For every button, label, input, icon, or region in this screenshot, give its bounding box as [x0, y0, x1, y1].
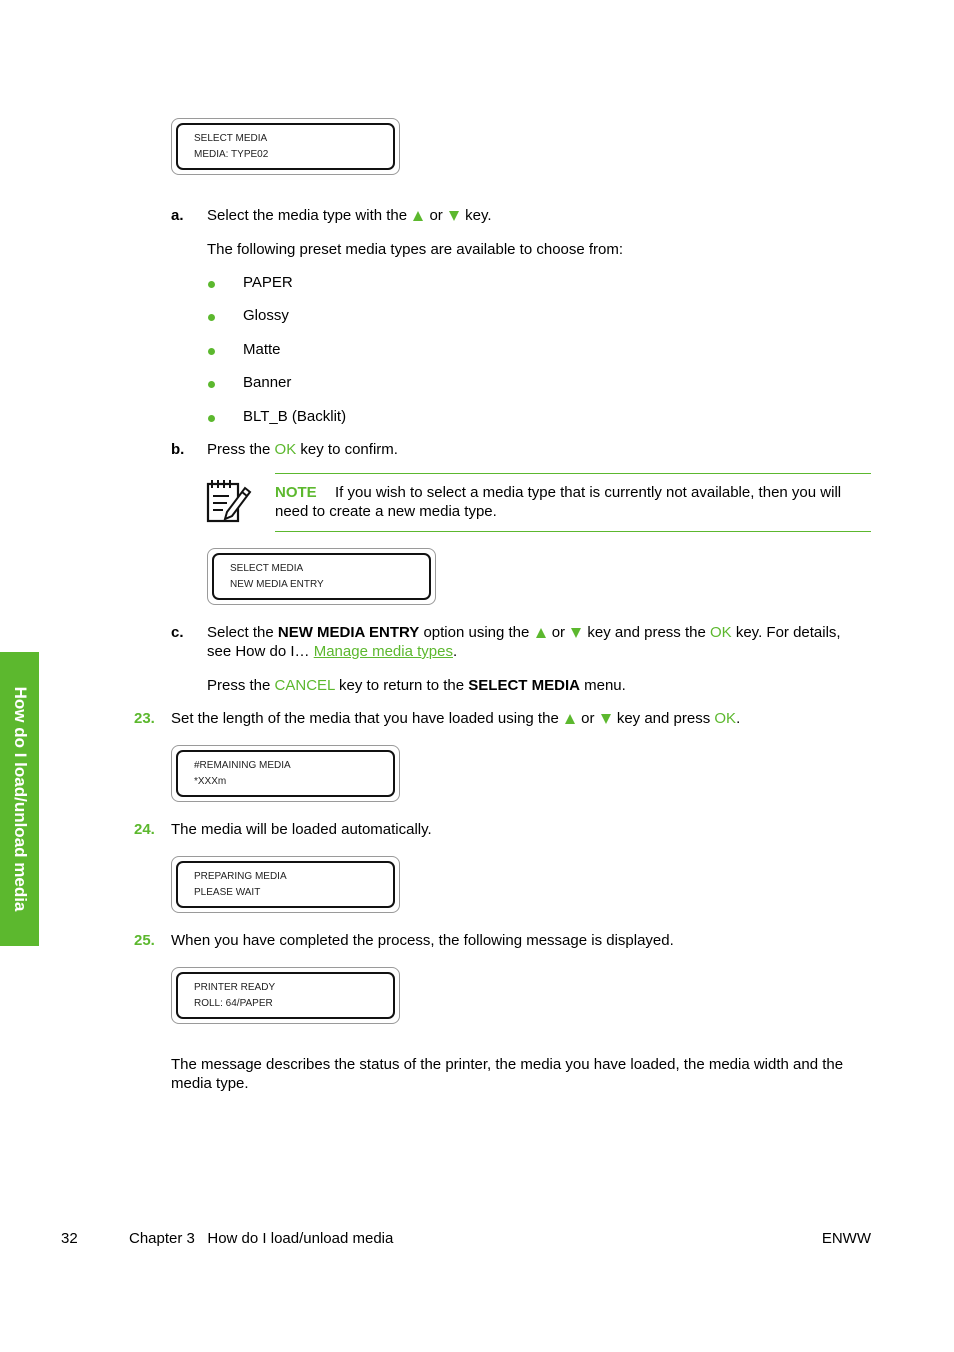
note-top-rule: [275, 473, 871, 474]
bullet-icon: [208, 281, 215, 288]
cancel-key-label: CANCEL: [274, 677, 335, 694]
lcd-line-2: MEDIA: TYPE02: [194, 149, 269, 160]
lcd-display-remaining-media: [171, 745, 400, 802]
step-25-number: 25.: [134, 932, 155, 949]
chapter-side-tab: [0, 652, 39, 946]
lcd-line-2: *XXXm: [194, 776, 227, 787]
step-24-number: 24.: [134, 821, 155, 838]
step-c-line-3: Press the CANCEL key to return to the SELECT MEDIA menu.: [207, 677, 626, 694]
down-arrow-icon: [571, 628, 581, 638]
up-arrow-icon: [565, 714, 575, 724]
media-type-item: BLT_B (Backlit): [243, 408, 347, 425]
lcd-display-printer-ready: [171, 967, 400, 1024]
step-23-text: Set the length of the media that you have loaded using the or key and press OK.: [171, 710, 741, 727]
media-type-item: PAPER: [243, 274, 293, 291]
closing-line-1: The message describes the status of the printer, the media you have loaded, the media width and the: [171, 1056, 844, 1073]
bullet-icon: [208, 348, 215, 355]
lcd-line-2: PLEASE WAIT: [194, 887, 261, 898]
media-type-item: Glossy: [243, 307, 289, 324]
notepad-pencil-icon: [205, 478, 253, 524]
bullet-icon: [208, 381, 215, 388]
down-arrow-icon: [601, 714, 611, 724]
media-type-item: Matte: [243, 341, 281, 358]
bullet-icon: [208, 415, 215, 422]
down-arrow-icon: [449, 211, 459, 221]
manage-media-types-link[interactable]: Manage media types: [313, 643, 453, 660]
chapter-side-tab-label: How do I load/unload media: [10, 686, 30, 912]
lcd-display-preparing-media: [171, 856, 400, 913]
step-a-label: a.: [171, 207, 184, 224]
step-a-text: Select the media type with the or key.: [207, 207, 492, 224]
step-a-intro: The following preset media types are available to choose from:: [207, 241, 624, 258]
ok-key-label: OK: [709, 624, 732, 641]
bullet-icon: [208, 314, 215, 321]
step-25-text: When you have completed the process, the following message is displayed.: [171, 932, 674, 949]
lcd-line-2: ROLL: 64/PAPER: [194, 998, 273, 1009]
footer-right: ENWW: [821, 1230, 871, 1247]
step-23-number: 23.: [134, 710, 155, 727]
closing-line-2: media type.: [171, 1075, 249, 1092]
lcd-line-1: SELECT MEDIA: [194, 133, 268, 144]
lcd-line-2: NEW MEDIA ENTRY: [230, 579, 324, 590]
page-number: 32: [61, 1230, 78, 1247]
step-c-line-2: see How do I… Manage media types.: [207, 643, 458, 660]
media-type-item: Banner: [243, 374, 292, 391]
step-c-label: c.: [171, 624, 184, 641]
step-24-text: The media will be loaded automatically.: [171, 821, 432, 838]
lcd-line-1: #REMAINING MEDIA: [194, 760, 291, 771]
up-arrow-icon: [536, 628, 546, 638]
note-line-1: NOTE If you wish to select a media type that is currently not available, then you will: [275, 484, 842, 501]
note-bottom-rule: [275, 531, 871, 532]
ok-key-label: OK: [714, 710, 737, 727]
lcd-display-new-media-entry: [207, 548, 436, 605]
footer-chapter: Chapter 3 How do I load/unload media: [129, 1230, 394, 1247]
step-b-label: b.: [171, 441, 185, 458]
lcd-line-1: SELECT MEDIA: [230, 563, 304, 574]
lcd-display-select-media: [171, 118, 400, 175]
note-label: NOTE: [275, 484, 317, 501]
note-line-2: need to create a new media type.: [275, 503, 497, 520]
lcd-line-1: PREPARING MEDIA: [194, 871, 287, 882]
up-arrow-icon: [413, 211, 423, 221]
step-c-line-1: Select the NEW MEDIA ENTRY option using the or key and press the OK key. For details,: [207, 624, 841, 641]
step-b-text: Press the OK key to confirm.: [207, 441, 398, 458]
lcd-line-1: PRINTER READY: [194, 982, 276, 993]
ok-key-label: OK: [274, 441, 297, 458]
